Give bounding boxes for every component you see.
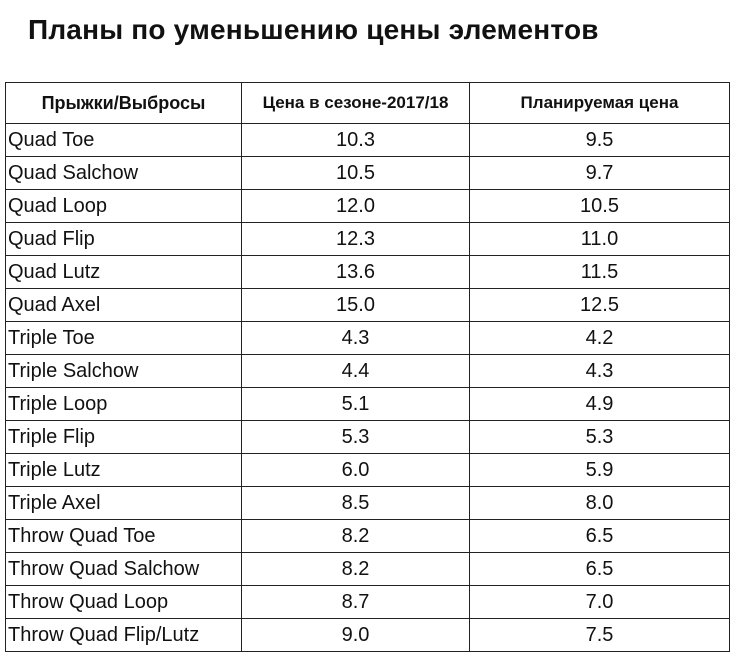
planned-price-cell: 11.0 [470,223,730,256]
table-row [6,454,730,487]
element-name-cell: Throw Quad Loop [6,586,242,619]
planned-price-cell: 9.5 [470,124,730,157]
element-name-cell: Quad Lutz [6,256,242,289]
current-price-cell: 8.5 [242,487,470,520]
element-name-cell: Triple Toe [6,322,242,355]
planned-price-cell: 4.3 [470,355,730,388]
current-price-cell: 5.1 [242,388,470,421]
element-name-cell: Quad Salchow [6,157,242,190]
current-price-cell: 8.7 [242,586,470,619]
current-price-cell: 5.3 [242,421,470,454]
current-price-cell: 12.3 [242,223,470,256]
table-row [6,157,730,190]
element-name-cell: Throw Quad Salchow [6,553,242,586]
page-title: Планы по уменьшению цены элементов [28,14,599,45]
table-row [6,124,730,157]
current-price-cell: 10.3 [242,124,470,157]
planned-price-cell: 7.0 [470,586,730,619]
element-name-cell: Quad Loop [6,190,242,223]
header-jumps: Прыжки/Выбросы [6,83,242,124]
planned-price-cell: 8.0 [470,487,730,520]
current-price-cell: 10.5 [242,157,470,190]
table-row [6,256,730,289]
planned-price-cell: 5.9 [470,454,730,487]
table-row [6,553,730,586]
header-planned-price: Планируемая цена [470,83,730,124]
current-price-cell: 15.0 [242,289,470,322]
element-name-cell: Triple Salchow [6,355,242,388]
planned-price-cell: 10.5 [470,190,730,223]
planned-price-cell: 11.5 [470,256,730,289]
element-name-cell: Triple Axel [6,487,242,520]
current-price-cell: 6.0 [242,454,470,487]
planned-price-cell: 4.2 [470,322,730,355]
element-name-cell: Throw Quad Toe [6,520,242,553]
element-name-cell: Quad Axel [6,289,242,322]
header-price-2017-18: Цена в сезоне-2017/18 [242,83,470,124]
table-header [6,83,730,124]
element-name-cell: Triple Loop [6,388,242,421]
planned-price-cell: 5.3 [470,421,730,454]
table-row [6,388,730,421]
table-row [6,223,730,256]
planned-price-cell: 12.5 [470,289,730,322]
current-price-cell: 4.4 [242,355,470,388]
planned-price-cell: 7.5 [470,619,730,652]
price-table [5,82,730,652]
element-name-cell: Triple Flip [6,421,242,454]
current-price-cell: 13.6 [242,256,470,289]
element-name-cell: Quad Toe [6,124,242,157]
planned-price-cell: 9.7 [470,157,730,190]
table-row [6,421,730,454]
planned-price-cell: 6.5 [470,520,730,553]
header-row [6,83,730,124]
current-price-cell: 12.0 [242,190,470,223]
table-row [6,487,730,520]
table-row [6,619,730,652]
table-body [6,124,730,652]
current-price-cell: 8.2 [242,553,470,586]
element-name-cell: Quad Flip [6,223,242,256]
current-price-cell: 8.2 [242,520,470,553]
element-name-cell: Throw Quad Flip/Lutz [6,619,242,652]
table-row [6,322,730,355]
table-row [6,289,730,322]
current-price-cell: 4.3 [242,322,470,355]
table-row [6,520,730,553]
table-row [6,586,730,619]
current-price-cell: 9.0 [242,619,470,652]
element-name-cell: Triple Lutz [6,454,242,487]
planned-price-cell: 4.9 [470,388,730,421]
table-row [6,190,730,223]
planned-price-cell: 6.5 [470,553,730,586]
table-row [6,355,730,388]
